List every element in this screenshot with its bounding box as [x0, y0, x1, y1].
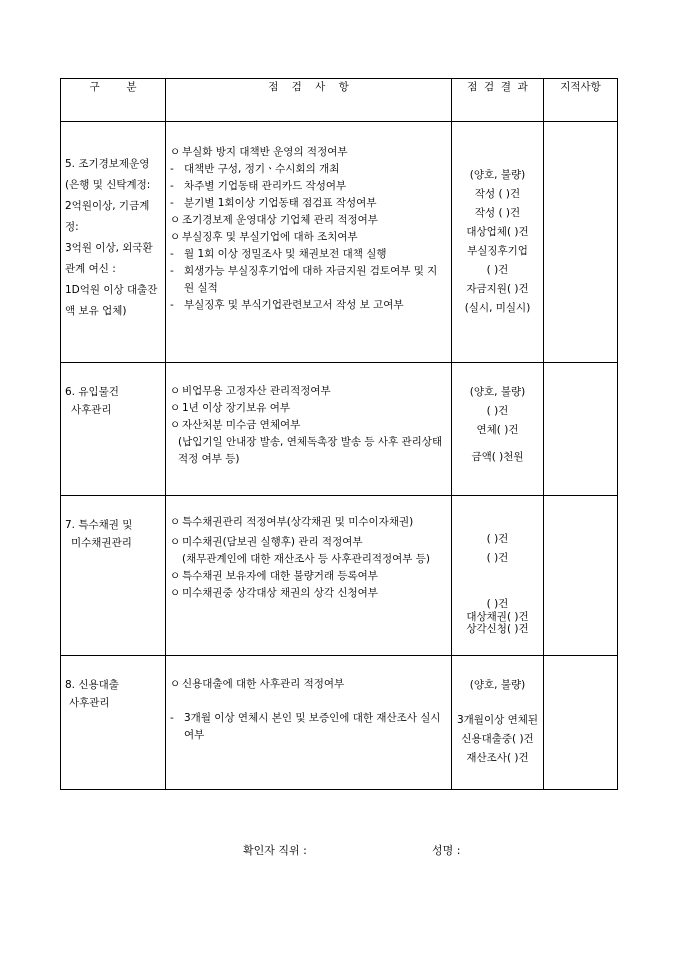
list-item: ㅇ 1년 이상 장기보유 여부 [170, 402, 290, 414]
category-line: 5. 조기경보제운영 [65, 158, 150, 170]
result-line: (양호, 불량) [469, 679, 526, 691]
remarks-cell [544, 122, 618, 363]
header-result: 점 검 결 과 [452, 79, 544, 122]
result-cell [452, 496, 544, 656]
list-item: (채무관계인에 대한 재산조사 등 사후관리적정여부 등) [182, 553, 431, 565]
list-item: ㅇ 신용대출에 대한 사후관리 적정여부 [170, 678, 345, 690]
items-cell [166, 496, 452, 656]
items-cell [166, 656, 452, 790]
category-line: 8. 신용대출 [65, 679, 119, 691]
list-item: ㅇ 미수채권중 상각대상 채권의 상각 신청여부 [170, 587, 378, 599]
header-row [61, 79, 618, 122]
result-cell [452, 656, 544, 790]
result-line: 3개월이상 연체된 [456, 714, 539, 726]
list-item: (납입기일 안내장 발송, 연체독촉장 발송 등 사후 관리상태적정 여부 등) [178, 436, 443, 465]
result-line: (양호, 불량) [469, 169, 526, 181]
remarks-cell [544, 496, 618, 656]
items-cell [166, 363, 452, 496]
list-item: - 부실징후 및 부식기업관련보고서 작성 보 고여부 [170, 299, 404, 311]
result-line: ( )건 [486, 264, 509, 276]
list-item: - 3개월 이상 연체시 본인 및 보증인에 대한 재산조사 실시여부 [170, 712, 441, 741]
list-item: ㅇ 부실징후 및 부실기업에 대하 조치여부 [170, 231, 358, 243]
result-line: 상각신청( )건 [466, 623, 529, 635]
list-item: - 월 1회 이상 정밀조사 및 채권보전 대책 실행 [170, 248, 387, 260]
table-row [61, 496, 618, 656]
header-remarks: 지적사항 [544, 79, 618, 122]
confirmer-name-label: 성명 : [432, 844, 461, 857]
header-items: 점 검 사 항 [166, 79, 452, 122]
table-row [61, 656, 618, 790]
result-line: 자금지원( )건 [466, 283, 529, 295]
category-line: 6. 유입물건 [65, 386, 119, 398]
category-line: 사후관리 [71, 404, 112, 416]
header-category: 구 분 [61, 79, 166, 122]
result-line: 연체( )건 [476, 424, 519, 436]
list-item: ㅇ 부실화 방지 대책반 운영의 적정여부 [170, 146, 348, 158]
result-line: 신용대출중( )건 [461, 733, 534, 745]
category-cell [61, 363, 166, 496]
result-cell [452, 122, 544, 363]
list-item: ㅇ 비업무용 고정자산 관리적정여부 [170, 385, 331, 397]
category-line: 1D억원 이상 대출잔액 보유 업체) [65, 284, 158, 317]
result-line: 대상업체( )건 [466, 226, 529, 238]
list-item [170, 693, 445, 710]
list-item: - 회생가능 부실징후기업에 대하 자금지원 검토여부 및 지원 실적 [170, 265, 438, 294]
result-line: 대상채권( )건 [466, 611, 529, 623]
category-cell [61, 496, 166, 656]
category-cell [61, 656, 166, 790]
result-line: 금액( )천원 [471, 451, 524, 463]
result-line: ( )건 [486, 405, 509, 417]
list-item: ㅇ 조기경보제 운영대상 기업체 관리 적정여부 [170, 214, 378, 226]
list-item: - 차주별 기업동태 관리카드 작성여부 [170, 180, 347, 192]
result-cell [452, 363, 544, 496]
list-item: - 대책반 구성, 정기ㆍ수시회의 개최 [170, 163, 340, 175]
remarks-cell [544, 656, 618, 790]
result-line: ( )건 [486, 533, 509, 545]
inspection-table [60, 78, 618, 790]
category-line: 7. 특수채권 및 [65, 519, 133, 531]
result-line: ( )건 [486, 598, 509, 610]
result-line: 재산조사( )건 [466, 752, 529, 764]
result-line: (양호, 불량) [469, 386, 526, 398]
list-item: ㅇ 자산처분 미수금 연체여부 [170, 419, 301, 431]
category-line: (은행 및 신탁계정: [65, 179, 151, 191]
list-item: ㅇ 미수채권(담보권 실행후) 관리 적정여부 [170, 536, 363, 548]
result-line: 부실징후기업 [467, 245, 528, 257]
result-line: 작성 ( )건 [474, 188, 521, 200]
category-line: 사후관리 [69, 697, 110, 709]
category-cell [61, 122, 166, 363]
confirmer-position-label: 확인자 직위 : [243, 844, 307, 857]
table-row [61, 363, 618, 496]
list-item: ㅇ 특수채권관리 적정여부(상각채권 및 미수이자채권) [170, 516, 414, 528]
items-cell [166, 122, 452, 363]
list-item: ㅇ 특수채권 보유자에 대한 불량거래 등록여부 [170, 570, 378, 582]
list-item: - 분기별 1회이상 기업동태 점검표 작성여부 [170, 197, 377, 209]
category-line: 3억원 이상, 외국환관계 여신 : [65, 242, 153, 275]
table-row [61, 122, 618, 363]
remarks-cell [544, 363, 618, 496]
category-line: 미수채권관리 [71, 537, 132, 549]
result-line: (실시, 미실시) [464, 302, 531, 314]
result-line: ( )건 [486, 552, 509, 564]
result-line: 작성 ( )건 [474, 207, 521, 219]
category-line: 2억원이상, 기금계정: [65, 200, 150, 233]
